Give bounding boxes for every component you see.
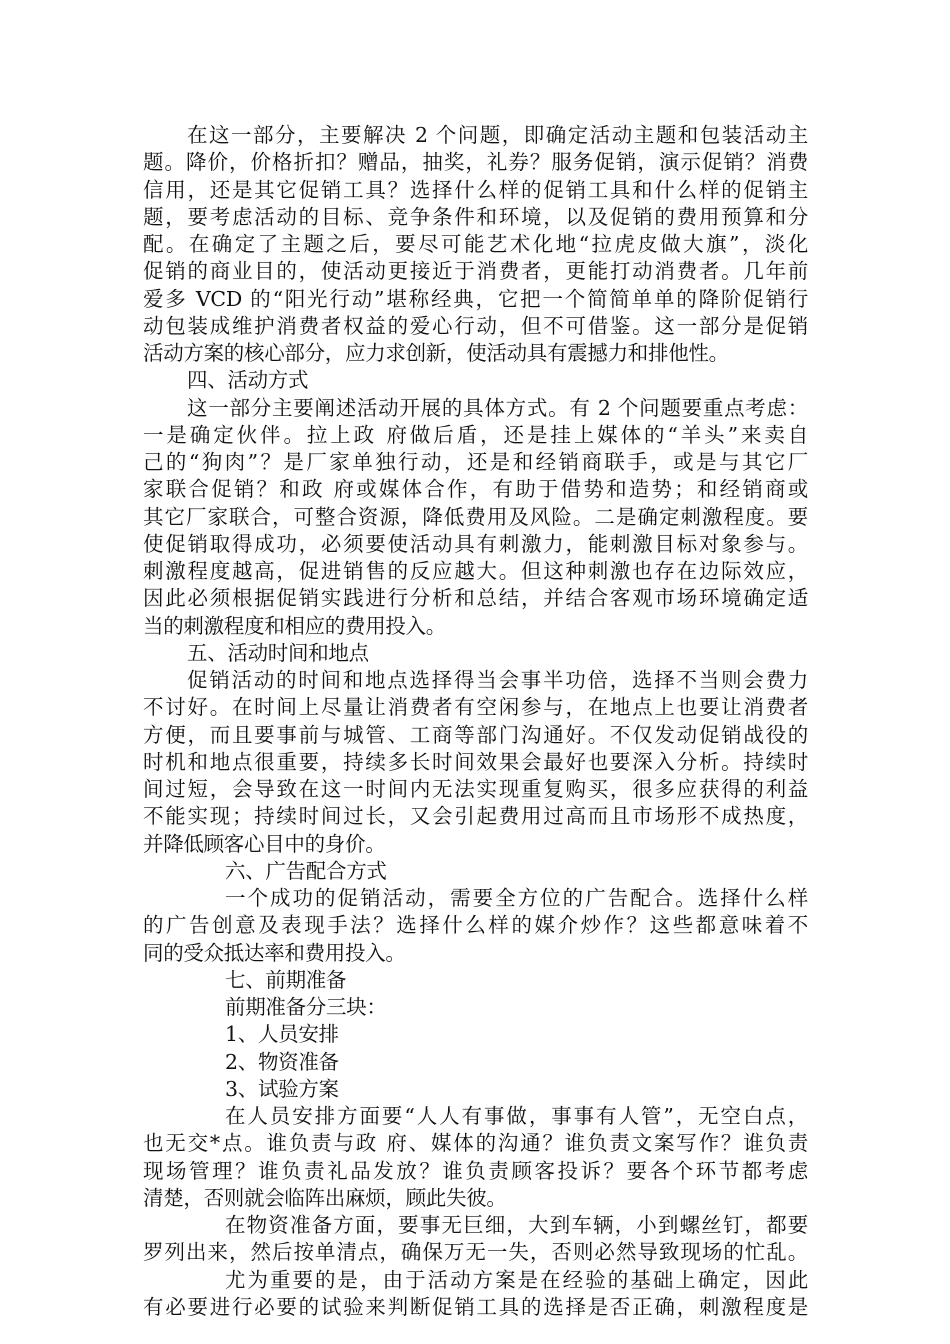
text-line: 现场管理？谁负责礼品发放？谁负责顾客投诉？要各个环节都考虑 (143, 1158, 808, 1183)
text-line: 罗列出来，然后按单清点，确保万无一失，否则必然导致现场的忙乱。 (143, 1240, 808, 1265)
text-line: 在这一部分，主要解决 2 个问题，即确定活动主题和包装活动主 (187, 123, 808, 147)
text-line: 使促销取得成功，必须要使活动具有刺激力，能刺激目标对象参与。 (143, 531, 808, 556)
text-line: 促销的商业目的，使活动更接近于消费者，更能打动消费者。几年前 (143, 259, 808, 284)
text-line: 同的受众抵达率和费用投入。 (143, 940, 406, 965)
text-line: 不讨好。在时间上尽量让消费者有空闲参与，在地点上也要让消费者 (143, 695, 808, 720)
text-line: 七、前期准备 (225, 967, 347, 992)
text-line: 题，要考虑活动的目标、竞争条件和环境，以及促销的费用预算和分 (143, 204, 808, 229)
text-line: 信用，还是其它促销工具？选择什么样的促销工具和什么样的促销主 (143, 177, 808, 202)
text-line: 也无交*点。谁负责与政 府、媒体的沟通？谁负责文案写作？谁负责 (143, 1131, 808, 1156)
text-line: 配。在确定了主题之后，要尽可能艺术化地“拉虎皮做大旗”，淡化 (143, 232, 808, 256)
text-line: 有必要进行必要的试验来判断促销工具的选择是否正确，刺激程度是 (143, 1294, 808, 1319)
text-line: 一个成功的促销活动，需要全方位的广告配合。选择什么样 (225, 886, 808, 910)
text-line: 前期准备分三块： (225, 995, 387, 1019)
text-line: 促销活动的时间和地点选择得当会事半功倍，选择不当则会费力 (187, 668, 808, 692)
text-line: 家联合促销？和政 府或媒体合作，有助于借势和造势；和经销商或 (143, 477, 808, 502)
text-line: 当的刺激程度和相应的费用投入。 (143, 613, 446, 638)
text-line: 爱多 VCD 的“阳光行动”堪称经典，它把一个简简单单的降阶促销行 (143, 286, 808, 311)
text-line: 在物资准备方面，要事无巨细，大到车辆，小到螺丝钉，都要 (225, 1213, 808, 1237)
text-line: 时机和地点很重要，持续多长时间效果会最好也要深入分析。持续时 (143, 749, 808, 774)
text-line: 2、物资准备 (225, 1049, 339, 1074)
text-line: 尤为重要的是，由于活动方案是在经验的基础上确定，因此 (225, 1267, 808, 1292)
text-line: 一是确定伙伴。拉上政 府做后盾，还是挂上媒体的“羊头”来卖自 (143, 422, 808, 447)
text-line: 其它厂家联合，可整合资源，降低费用及风险。二是确定刺激程度。要 (143, 504, 808, 529)
text-line: 刺激程度越高，促进销售的反应越大。但这种刺激也存在边际效应， (143, 559, 808, 583)
text-line: 1、人员安排 (225, 1022, 339, 1047)
text-line: 五、活动时间和地点 (187, 640, 369, 665)
text-line: 四、活动方式 (187, 368, 309, 393)
text-line: 活动方案的核心部分，应力求创新，使活动具有震撼力和排他性。 (143, 341, 729, 365)
text-line: 因此必须根据促销实践进行分析和总结，并结合客观市场环境确定适 (143, 586, 808, 611)
text-line: 不能实现；持续时间过长，又会引起费用过高而且市场形不成热度， (143, 804, 808, 829)
text-line: 并降低顾客心目中的身价。 (143, 831, 386, 856)
text-line: 在人员安排方面要“人人有事做，事事有人管”，无空白点， (225, 1104, 808, 1128)
text-line: 题。降价，价格折扣？赠品，抽奖，礼券？服务促销，演示促销？消费 (143, 150, 808, 175)
document-page (143, 122, 808, 1321)
text-line: 方便，而且要事前与城管、工商等部门沟通好。不仅发动促销战役的 (143, 722, 808, 747)
text-line: 3、试验方案 (225, 1076, 339, 1101)
text-line: 间过短，会导致在这一时间内无法实现重复购买，很多应获得的利益 (143, 777, 808, 801)
text-line: 清楚，否则就会临阵出麻烦，顾此失彼。 (143, 1185, 507, 1210)
text-line: 的广告创意及表现手法？选择什么样的媒介炒作？这些都意味着不 (143, 913, 808, 938)
text-line: 己的“狗肉”？是厂家单独行动，还是和经销商联手，或是与其它厂 (143, 450, 808, 474)
text-line: 这一部分主要阐述活动开展的具体方式。有 2 个问题要重点考虑： (187, 395, 808, 420)
text-line: 六、广告配合方式 (225, 858, 387, 883)
text-line: 动包装成维护消费者权益的爱心行动，但不可借鉴。这一部分是促销 (143, 313, 808, 338)
